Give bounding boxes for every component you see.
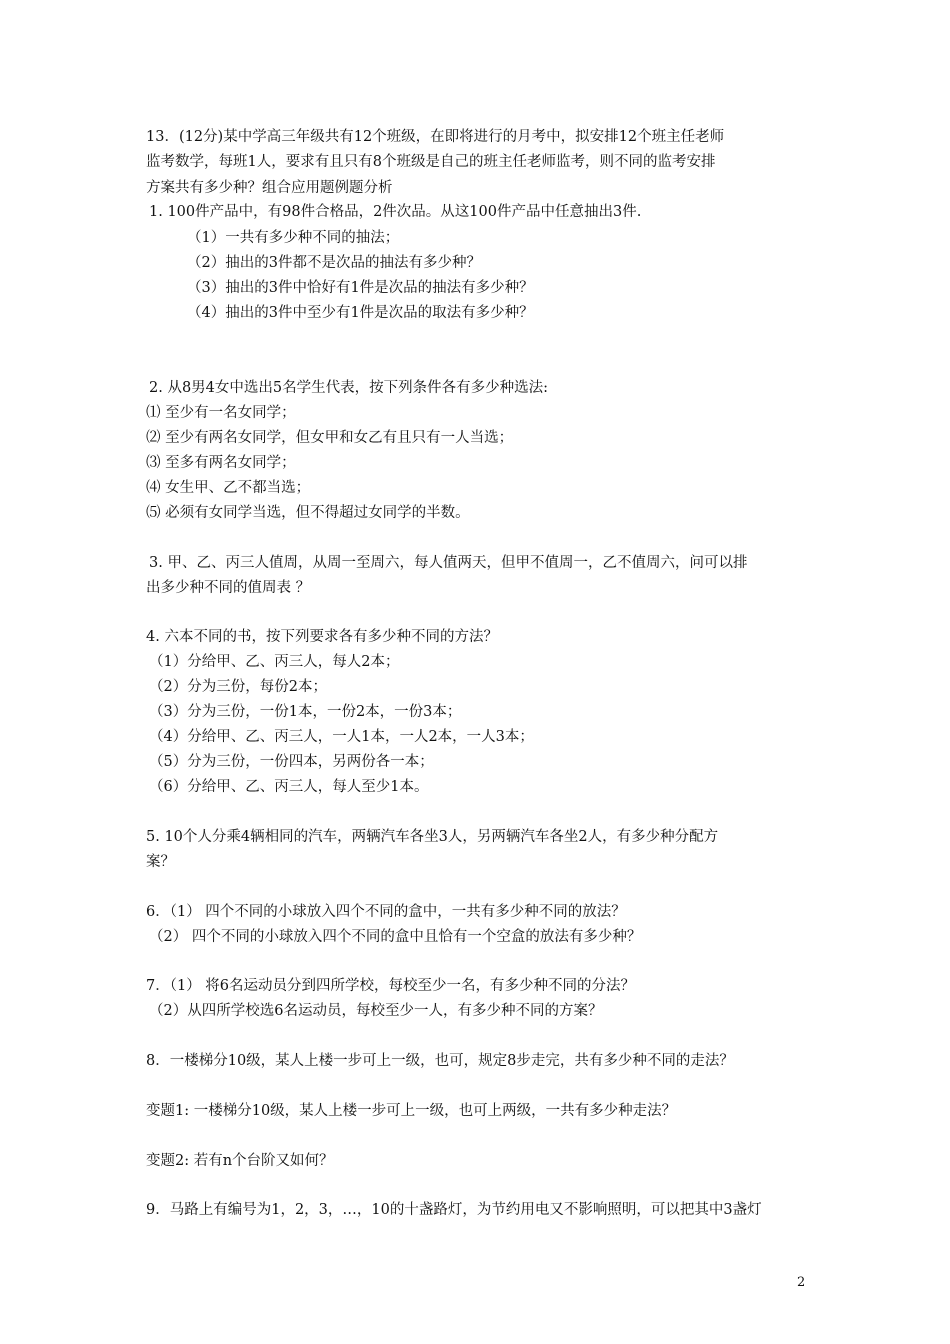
text-line: 6．（1） 四个不同的小球放入四个不同的盒中，一共有多少种不同的放法？ bbox=[146, 904, 626, 920]
text-line: ⑵ 至少有两名女同学，但女甲和女乙有且只有一人当选； bbox=[146, 430, 514, 446]
text-line: 2. 从8男4女中选出5名学生代表，按下列条件各有多少种选法: bbox=[149, 380, 549, 396]
text-line: 方案共有多少种？组合应用题例题分析 bbox=[146, 180, 393, 196]
text-line: ⑴ 至少有一名女同学； bbox=[146, 405, 296, 421]
text-line: （1）分给甲、乙、丙三人，每人2本； bbox=[149, 654, 400, 670]
text-line: 3. 甲、乙、丙三人值周，从周一至周六，每人值两天，但甲不值周一，乙不值周六，问可以排 bbox=[149, 555, 748, 571]
text-line: 案？ bbox=[146, 854, 175, 870]
text-line: （4）分给甲、乙、丙三人，一人1本，一人2本，一人3本； bbox=[149, 729, 534, 745]
text-line: ⑶ 至多有两名女同学； bbox=[146, 455, 296, 471]
text-line: ⑷ 女生甲、乙不都当选； bbox=[146, 480, 311, 496]
text-line: （6）分给甲、乙、丙三人，每人至少1本。 bbox=[149, 779, 429, 795]
text-line: （2）分为三份，每份2本； bbox=[149, 679, 327, 695]
text-line: 1. 100件产品中，有98件合格品，2件次品。从这100件产品中任意抽出3件. bbox=[149, 204, 642, 220]
text-line: 出多少种不同的值周表 ？ bbox=[146, 580, 311, 596]
text-line: 13．(12分)某中学高三年级共有12个班级，在即将进行的月考中，拟安排12个班主任老师 bbox=[146, 129, 725, 145]
text-line: 9．马路上有编号为1，2，3，…，10的十盏路灯，为节约用电又不影响照明，可以把其中3盏灯 bbox=[146, 1202, 762, 1218]
text-line: 8．一楼梯分10级，某人上楼一步可上一级，也可，规定8步走完，共有多少种不同的走法？ bbox=[146, 1053, 734, 1069]
text-line: （5）分为三份，一份四本，另两份各一本； bbox=[149, 754, 434, 770]
text-line: 4. 六本不同的书，按下列要求各有多少种不同的方法？ bbox=[146, 629, 498, 645]
text-line: ⑸ 必须有女同学当选，但不得超过女同学的半数。 bbox=[146, 505, 470, 521]
text-line: 监考数学，每班1人，要求有且只有8个班级是自己的班主任老师监考，则不同的监考安排 bbox=[146, 154, 716, 170]
text-line: （3）分为三份，一份1本，一份2本，一份3本； bbox=[149, 704, 462, 720]
text-line: 5. 10个人分乘4辆相同的汽车，两辆汽车各坐3人，另两辆汽车各坐2人，有多少种分配方 bbox=[146, 829, 719, 845]
text-line: （3）抽出的3件中恰好有1件是次品的抽法有多少种？ bbox=[187, 280, 534, 296]
text-line: （2）从四所学校选6名运动员，每校至少一人，有多少种不同的方案？ bbox=[149, 1003, 603, 1019]
text-line: （2） 四个不同的小球放入四个不同的盒中且恰有一个空盒的放法有多少种？ bbox=[149, 929, 642, 945]
text-line: （2）抽出的3件都不是次品的抽法有多少种？ bbox=[187, 255, 481, 271]
text-line: 变题2: 若有n个台阶又如何？ bbox=[146, 1153, 334, 1169]
text-line: （1）一共有多少种不同的抽法； bbox=[187, 230, 400, 246]
text-line: （4）抽出的3件中至少有1件是次品的取法有多少种？ bbox=[187, 305, 534, 321]
text-line: 变题1: 一楼梯分10级，某人上楼一步可上一级，也可上两级，一共有多少种走法？ bbox=[146, 1103, 677, 1119]
page-number: 2 bbox=[797, 1275, 806, 1290]
text-line: 7．（1） 将6名运动员分到四所学校，每校至少一名，有多少种不同的分法？ bbox=[146, 978, 636, 994]
